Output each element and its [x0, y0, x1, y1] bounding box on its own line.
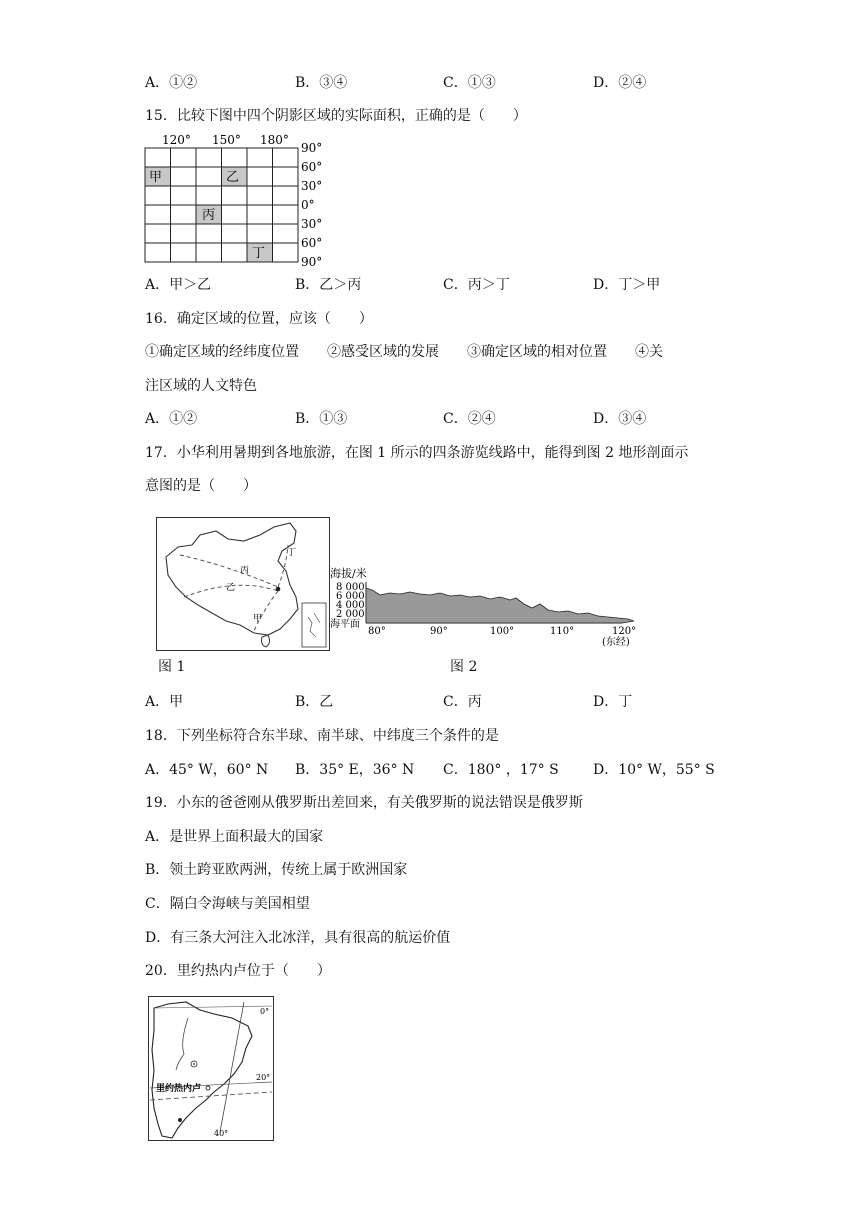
- q16-option-c: C．②④: [443, 411, 496, 427]
- q17-stem-line2: 意图的是（ ）: [145, 478, 257, 494]
- q18-option-a: A．45° W，60° N: [145, 762, 269, 778]
- q17-option-b: B．乙: [295, 694, 334, 710]
- q19-option-a: A．是世界上面积最大的国家: [145, 829, 324, 845]
- q14-option-d: D．②④: [593, 75, 647, 91]
- q19-option-d: D．有三条大河注入北冰洋，具有很高的航运价值: [145, 930, 451, 946]
- q17-fig2-caption: 图 2: [450, 659, 478, 675]
- q16-stem: 16．确定区域的位置，应该（ ）: [145, 311, 373, 327]
- profile-xtick-110: 110°: [550, 626, 575, 637]
- lon-label-120: 120°: [162, 133, 191, 147]
- profile-ytick-6000: 6 000: [336, 591, 365, 602]
- profile-xtick-80: 80°: [368, 626, 386, 637]
- lon-label-180: 180°: [260, 133, 289, 147]
- route-label-jia: 甲: [253, 614, 263, 624]
- q14-option-a: A．①②: [145, 75, 198, 91]
- route-label-ding: 丁: [287, 548, 297, 558]
- q17-options: [145, 692, 745, 712]
- q18-option-c: C．180° ，17° S: [443, 762, 559, 778]
- q16-options: [145, 409, 745, 429]
- cell-label-ding: 丁: [252, 246, 266, 261]
- lat-label-7: 90°: [301, 255, 323, 269]
- q16-option-d: D．③④: [593, 411, 647, 427]
- lat-label-20: 20°: [256, 1073, 271, 1082]
- q17-option-a: A．甲: [145, 694, 184, 710]
- q17-stem-line1: 17．小华利用暑期到各地旅游，在图 1 所示的四条游览线路中，能得到图 2 地形剖面示: [145, 445, 689, 461]
- profile-xtick-120: 120°: [612, 626, 637, 637]
- q14-option-b: B．③④: [295, 75, 348, 91]
- q20-stem: 20．里约热内卢位于（ ）: [145, 963, 331, 979]
- q17-fig1-caption: 图 1: [158, 659, 186, 675]
- q17-fig1-china-map: [156, 517, 331, 652]
- q16-option-a: A．①②: [145, 411, 198, 427]
- q19-option-c: C．隔白令海峡与美国相望: [145, 896, 310, 912]
- profile-xtick-100: 100°: [490, 626, 515, 637]
- q15-option-a: A．甲＞乙: [145, 277, 212, 293]
- profile-ytick-2000: 2 000: [336, 609, 365, 620]
- q16-choices-line1: ①确定区域的经纬度位置 ②感受区域的发展 ③确定区域的相对位置 ④关: [145, 344, 663, 360]
- q15-grid-figure: [140, 130, 340, 270]
- route-label-bing: 丙: [240, 566, 250, 576]
- profile-ytick-4000: 4 000: [336, 600, 365, 611]
- city-label-rio: 里约热内卢: [156, 1084, 202, 1094]
- q19-stem: 19．小东的爸爸刚从俄罗斯出差回来，有关俄罗斯的说法错误是俄罗斯: [145, 795, 583, 811]
- q18-stem: 18．下列坐标符合东半球、南半球、中纬度三个条件的是: [145, 728, 499, 744]
- q16-choices-line2: 注区域的人文特色: [145, 378, 257, 394]
- q15-option-c: C．丙＞丁: [443, 277, 510, 293]
- profile-terrain: [366, 588, 634, 623]
- q14-options: [145, 73, 745, 93]
- q18-options: [145, 760, 745, 780]
- q15-option-b: B．乙＞丙: [295, 277, 362, 293]
- q17-fig2-terrain-profile: [330, 566, 640, 648]
- lon-label-40: 40°: [214, 1129, 229, 1138]
- lat-label-0: 0°: [260, 1007, 270, 1016]
- q15-options: [145, 275, 745, 295]
- rio-marker: [206, 1086, 210, 1090]
- q19-option-b: B．领土跨亚欧两洲，传统上属于欧洲国家: [145, 862, 408, 878]
- lat-label-2: 60°: [301, 160, 323, 174]
- profile-ytick-8000: 8 000: [336, 582, 365, 593]
- cell-label-jia: 甲: [149, 170, 163, 185]
- profile-xtick-90: 90°: [430, 626, 448, 637]
- lat-label-6: 60°: [301, 236, 323, 250]
- profile-xunit: (东经): [602, 637, 630, 648]
- profile-ylabel: 海拔/米: [330, 567, 367, 580]
- q20-south-america-map: [148, 996, 274, 1141]
- q15-stem: 15．比较下图中四个阴影区域的实际面积，正确的是（ ）: [145, 108, 527, 124]
- q16-option-b: B．①③: [295, 411, 348, 427]
- lat-label-5: 30°: [301, 217, 323, 231]
- lat-label-1: 90°: [301, 141, 323, 155]
- q14-option-c: C．①③: [443, 75, 496, 91]
- lat-label-4: 0°: [301, 198, 315, 212]
- q18-option-d: D．10° W，55° S: [593, 762, 715, 778]
- q15-option-d: D．丁＞甲: [593, 277, 661, 293]
- cell-label-bing: 丙: [202, 208, 216, 223]
- lat-label-3: 30°: [301, 179, 323, 193]
- lon-label-150: 150°: [212, 133, 241, 147]
- cell-label-yi: 乙: [226, 170, 240, 185]
- q18-option-b: B．35° E，36° N: [295, 762, 415, 778]
- q17-option-d: D．丁: [593, 694, 633, 710]
- q17-option-c: C．丙: [443, 694, 482, 710]
- profile-sea-level: 海平面: [330, 619, 360, 630]
- route-label-yi: 乙: [226, 583, 236, 593]
- route-junction: [276, 587, 281, 592]
